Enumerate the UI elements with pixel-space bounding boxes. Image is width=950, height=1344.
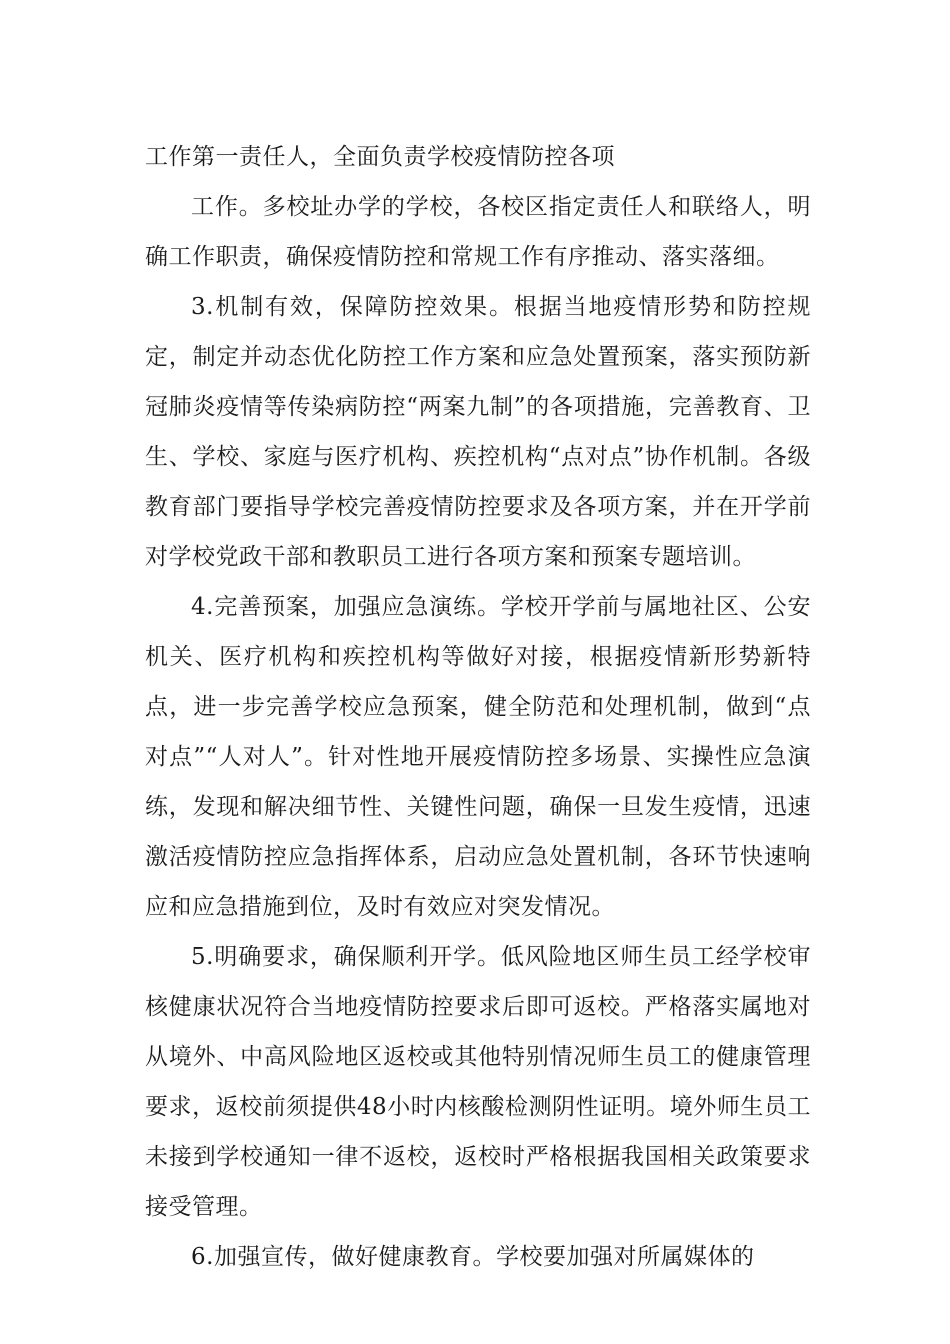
paragraph-item-4: 4.完善预案，加强应急演练。学校开学前与属地社区、公安机关、医疗机构和疾控机构等做好对接，根据疫情新形势新特点，进一步完善学校应急预案，健全防范和处理机制，做到“点对点”“人对人”。针对性地开展疫情防控多场景、实操性应急演练，发现和解决细节性、关键性问题，确保一旦发生疫情，迅速激活疫情防控应急指挥体系，启动应急处置机制，各环节快速响应和应急措施到位，及时有效应对突发情况。 — [145, 594, 811, 920]
paragraph-item-5: 5.明确要求，确保顺利开学。低风险地区师生员工经学校审核健康状况符合当地疫情防控要求后即可返校。严格落实属地对从境外、中高风险地区返校或其他特别情况师生员工的健康管理要求，返校前须提供48小时内核酸检测阴性证明。境外师生员工未接到学校通知一律不返校，返校时严格根据我国相关政策要求接受管理。 — [145, 944, 811, 1220]
document-body — [145, 132, 811, 1282]
paragraph-work-duties: 工作。多校址办学的学校，各校区指定责任人和联络人，明确工作职责，确保疫情防控和常规工作有序推动、落实落细。 — [145, 194, 811, 270]
paragraph-continuation: 工作第一责任人，全面负责学校疫情防控各项 — [145, 144, 615, 170]
paragraph-item-6: 6.加强宣传，做好健康教育。学校要加强对所属媒体的 — [191, 1244, 755, 1270]
paragraph-item-3: 3.机制有效，保障防控效果。根据当地疫情形势和防控规定，制定并动态优化防控工作方案和应急处置预案，落实预防新冠肺炎疫情等传染病防控“两案九制”的各项措施，完善教育、卫生、学校、家庭与医疗机构、疾控机构“点对点”协作机制。各级教育部门要指导学校完善疫情防控要求及各项方案，并在开学前对学校党政干部和教职员工进行各项方案和预案专题培训。 — [145, 294, 811, 570]
